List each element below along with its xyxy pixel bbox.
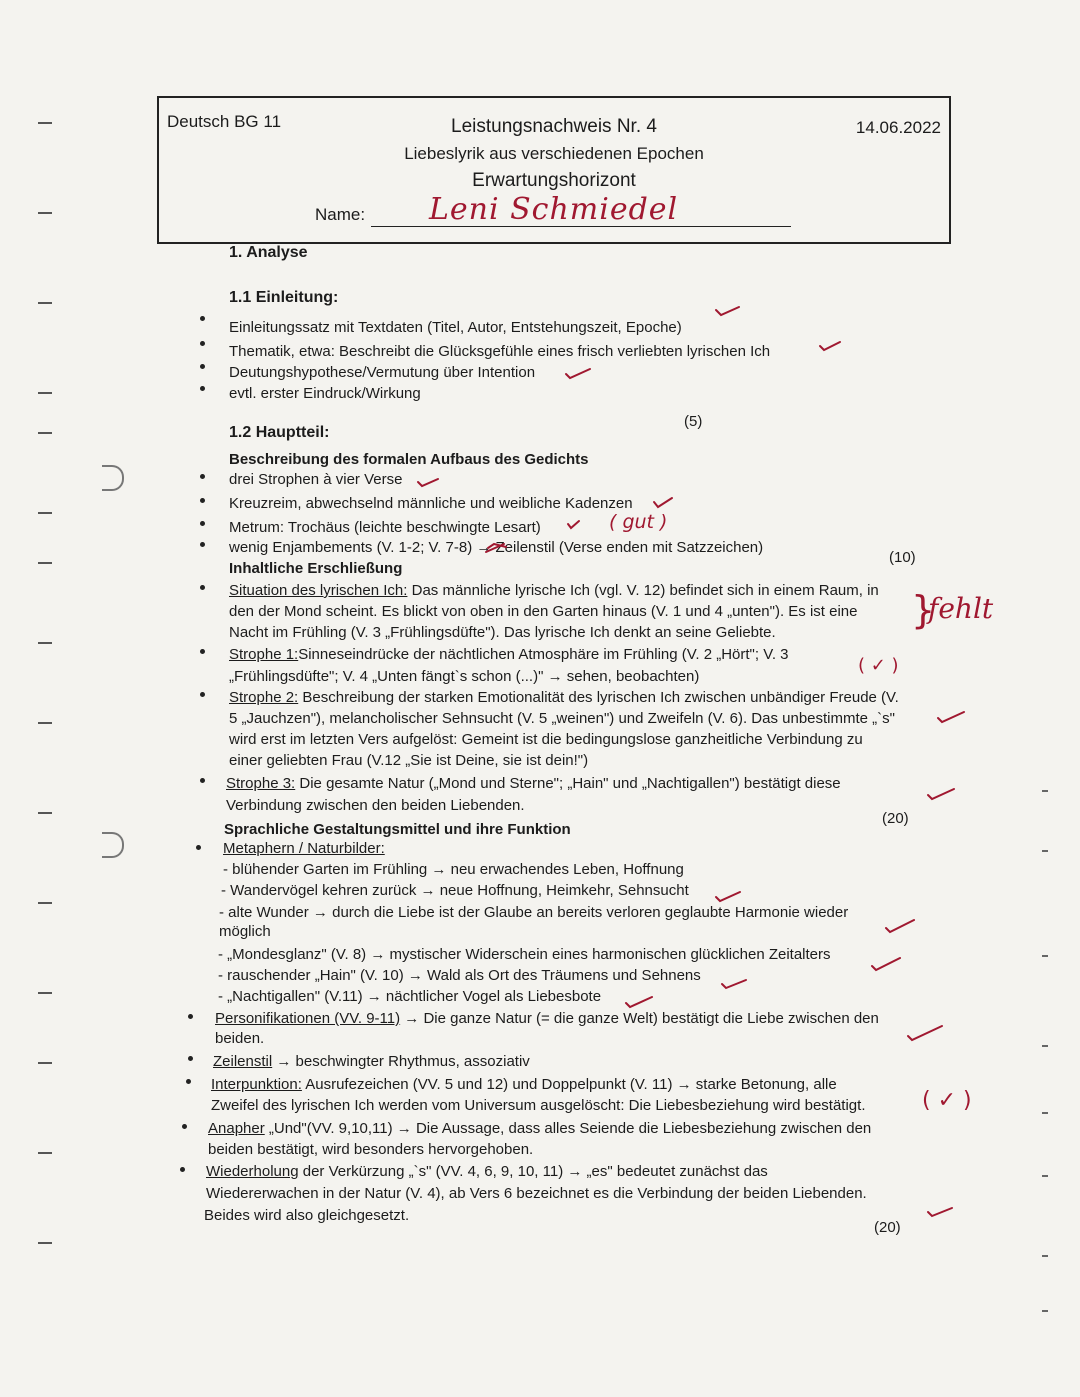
check-icon <box>872 958 900 970</box>
metaphor-label: Metaphern / Naturbilder: <box>223 840 385 857</box>
anapher-line: beiden bestätigt, wird besonders hervorgehoben. <box>208 1141 534 1158</box>
wdh-label: Wiederholung <box>206 1163 299 1180</box>
check-icon <box>722 980 746 988</box>
annotation-paren-check: ( ✓ ) <box>858 655 899 676</box>
form-item: Kreuzreim, abwechselnd männliche und weibliche Kadenzen <box>229 495 633 512</box>
check-icon <box>486 544 506 552</box>
lang-points: (20) <box>874 1219 901 1236</box>
situation-line: den der Mond scheint. Es blickt von oben in den Garten hinaus (V. 1 und 4 „unten"). Es ist eine <box>229 603 858 620</box>
check-icon <box>938 712 964 722</box>
strophe3-line: Verbindung zwischen den beiden Liebenden. <box>226 797 525 814</box>
interp-line: Zweifel des lyrischen Ich werden vom Universum ausgelöscht: Die Liebesbeziehung wird bestätigt. <box>211 1097 866 1114</box>
metaphor-line: - blühender Garten im Frühling → neu erwachendes Leben, Hoffnung <box>223 861 684 878</box>
annotation-paren-check: ( ✓ ) <box>922 1088 972 1113</box>
situation-label: Situation des lyrischen Ich: <box>229 582 408 599</box>
form-heading: Beschreibung des formalen Aufbaus des Gedichts <box>229 451 589 468</box>
intro-item: evtl. erster Eindruck/Wirkung <box>229 385 421 402</box>
strophe3-text: Die gesamte Natur („Mond und Sterne"; „Hain" und „Nachtigallen") bestätigt diese <box>299 775 841 792</box>
main-heading: 1.2 Hauptteil: <box>229 424 330 441</box>
interp-text: Ausrufezeichen (VV. 5 und 12) und Doppelpunkt (V. 11) → starke Betonung, alle <box>301 1076 837 1093</box>
check-icon <box>568 521 579 528</box>
personif-line: beiden. <box>215 1030 265 1047</box>
lang-heading: Sprachliche Gestaltungsmittel und ihre Funktion <box>224 821 571 838</box>
anapher-label: Anapher <box>208 1120 265 1137</box>
course-label: Deutsch BG 11 <box>167 112 282 131</box>
situation-text: Das männliche lyrische Ich (vgl. V. 12) befindet sich in einem Raum, in <box>411 582 879 599</box>
personif-text: → Die ganze Natur (= die ganze Welt) bestätigt die Liebe zwischen den <box>400 1010 879 1027</box>
check-icon <box>886 920 914 932</box>
strophe2-text: Beschreibung der starken Emotionalität des lyrischen Ich zwischen unbändiger Freude (V. <box>302 689 899 706</box>
intro-heading: 1.1 Einleitung: <box>229 289 339 306</box>
metaphor-line: - rauschender „Hain" (V. 10) → Wald als Ort des Träumens und Sehnens <box>218 967 701 984</box>
metaphor-line: möglich <box>219 923 271 940</box>
interp-label: Interpunktion: <box>211 1076 302 1093</box>
metaphor-line: - alte Wunder → durch die Liebe ist der Glaube an bereits verloren geglaubte Harmonie wieder <box>219 904 849 921</box>
form-item: Metrum: Trochäus (leichte beschwingte Lesart) <box>229 519 541 536</box>
brace-icon: } <box>911 588 936 632</box>
form-points: (10) <box>889 549 916 566</box>
name-label: Name: <box>315 205 366 224</box>
exam-date: 14.06.2022 <box>855 118 941 137</box>
exam-title: Leistungsnachweis Nr. 4 <box>451 116 657 137</box>
zeilenstil-text: → beschwingter Rhythmus, assoziativ <box>272 1053 530 1070</box>
zeilenstil-label: Zeilenstil <box>213 1053 273 1070</box>
personif-label: Personifikationen (VV. 9-11) <box>215 1010 401 1027</box>
check-icon <box>908 1026 942 1040</box>
wdh-text: der Verkürzung „`s" (VV. 4, 6, 9, 10, 11) → „es" bedeutet zunächst das <box>298 1163 768 1180</box>
strophe2-line: wird erst im letzten Vers aufgelöst: Gemeint ist die bedingungslose ganzheitliche Verbindung zu <box>229 731 863 748</box>
check-icon <box>626 997 652 1007</box>
intro-item: Thematik, etwa: Beschreibt die Glücksgefühle eines frisch verliebten lyrischen Ich <box>229 343 771 360</box>
strophe3-label: Strophe 3: <box>226 775 296 792</box>
wdh-line: Wiedererwachen in der Natur (V. 4), ab Vers 6 bezeichnet es die Verbindung der beiden Liebenden. <box>206 1185 867 1202</box>
form-item: wenig Enjambements (V. 1-2; V. 7-8) → Zeilenstil (Verse enden mit Satzzeichen) <box>229 539 764 556</box>
exam-horizon: Erwartungshorizont <box>472 170 636 191</box>
intro-item: Einleitungssatz mit Textdaten (Titel, Autor, Entstehungszeit, Epoche) <box>229 319 682 336</box>
check-icon <box>716 307 739 315</box>
situation-line: Nacht im Frühling (V. 3 „Frühlingsdüfte"). Das lyrische Ich denkt an seine Geliebte. <box>229 624 776 641</box>
check-icon <box>418 479 438 486</box>
anapher-text: „Und"(VV. 9,10,11) → Die Aussage, dass alles Seiende die Liebesbeziehung zwischen den <box>264 1120 872 1137</box>
content-points: (20) <box>882 810 909 827</box>
intro-points: (5) <box>684 413 703 430</box>
metaphor-line: - „Mondesglanz" (V. 8) → mystischer Widerschein eines harmonischen glücklichen Zeitalters <box>218 946 831 963</box>
metaphor-line: - „Nachtigallen" (V.11) → nächtlicher Vogel als Liebesbote <box>218 988 602 1005</box>
strophe2-line: einer geliebten Frau (V.12 „Sie ist Deine, sie ist dein!") <box>229 752 589 769</box>
metaphor-line: - Wandervögel kehren zurück → neue Hoffnung, Heimkehr, Sehnsucht <box>221 882 689 899</box>
content-heading: Inhaltliche Erschließung <box>229 560 403 577</box>
form-item: drei Strophen à vier Verse <box>229 471 403 488</box>
strophe1-label: Strophe 1: <box>229 646 299 663</box>
check-icon <box>654 498 672 507</box>
check-icon <box>716 892 740 901</box>
check-icon <box>820 342 840 350</box>
strophe1-text: Sinneseindrücke der nächtlichen Atmosphäre im Frühling (V. 2 „Hört"; V. 3 <box>298 646 789 663</box>
strophe2-label: Strophe 2: <box>229 689 299 706</box>
wdh-line: Beides wird also gleichgesetzt. <box>204 1207 410 1224</box>
annotation-gut: ( gut ) <box>609 511 668 533</box>
annotation-fehlt: fehlt <box>928 592 994 625</box>
name-signature: Leni Schmiedel <box>429 192 679 227</box>
strophe1-line: „Frühlingsdüfte"; V. 4 „Unten fängt`s schon (...)" → sehen, beobachten) <box>229 668 700 685</box>
check-icon <box>928 1208 952 1216</box>
strophe2-line: 5 „Jauchzen"), melancholischer Sehnsucht (V. 5 „weinen") und Zweifeln (V. 6). Das unbestimmte „`s" <box>229 710 895 727</box>
check-icon <box>928 789 954 799</box>
section-heading: 1. Analyse <box>229 244 308 261</box>
check-icon <box>566 369 590 378</box>
exam-subtitle: Liebeslyrik aus verschiedenen Epochen <box>404 144 704 163</box>
intro-item: Deutungshypothese/Vermutung über Intention <box>229 364 536 381</box>
